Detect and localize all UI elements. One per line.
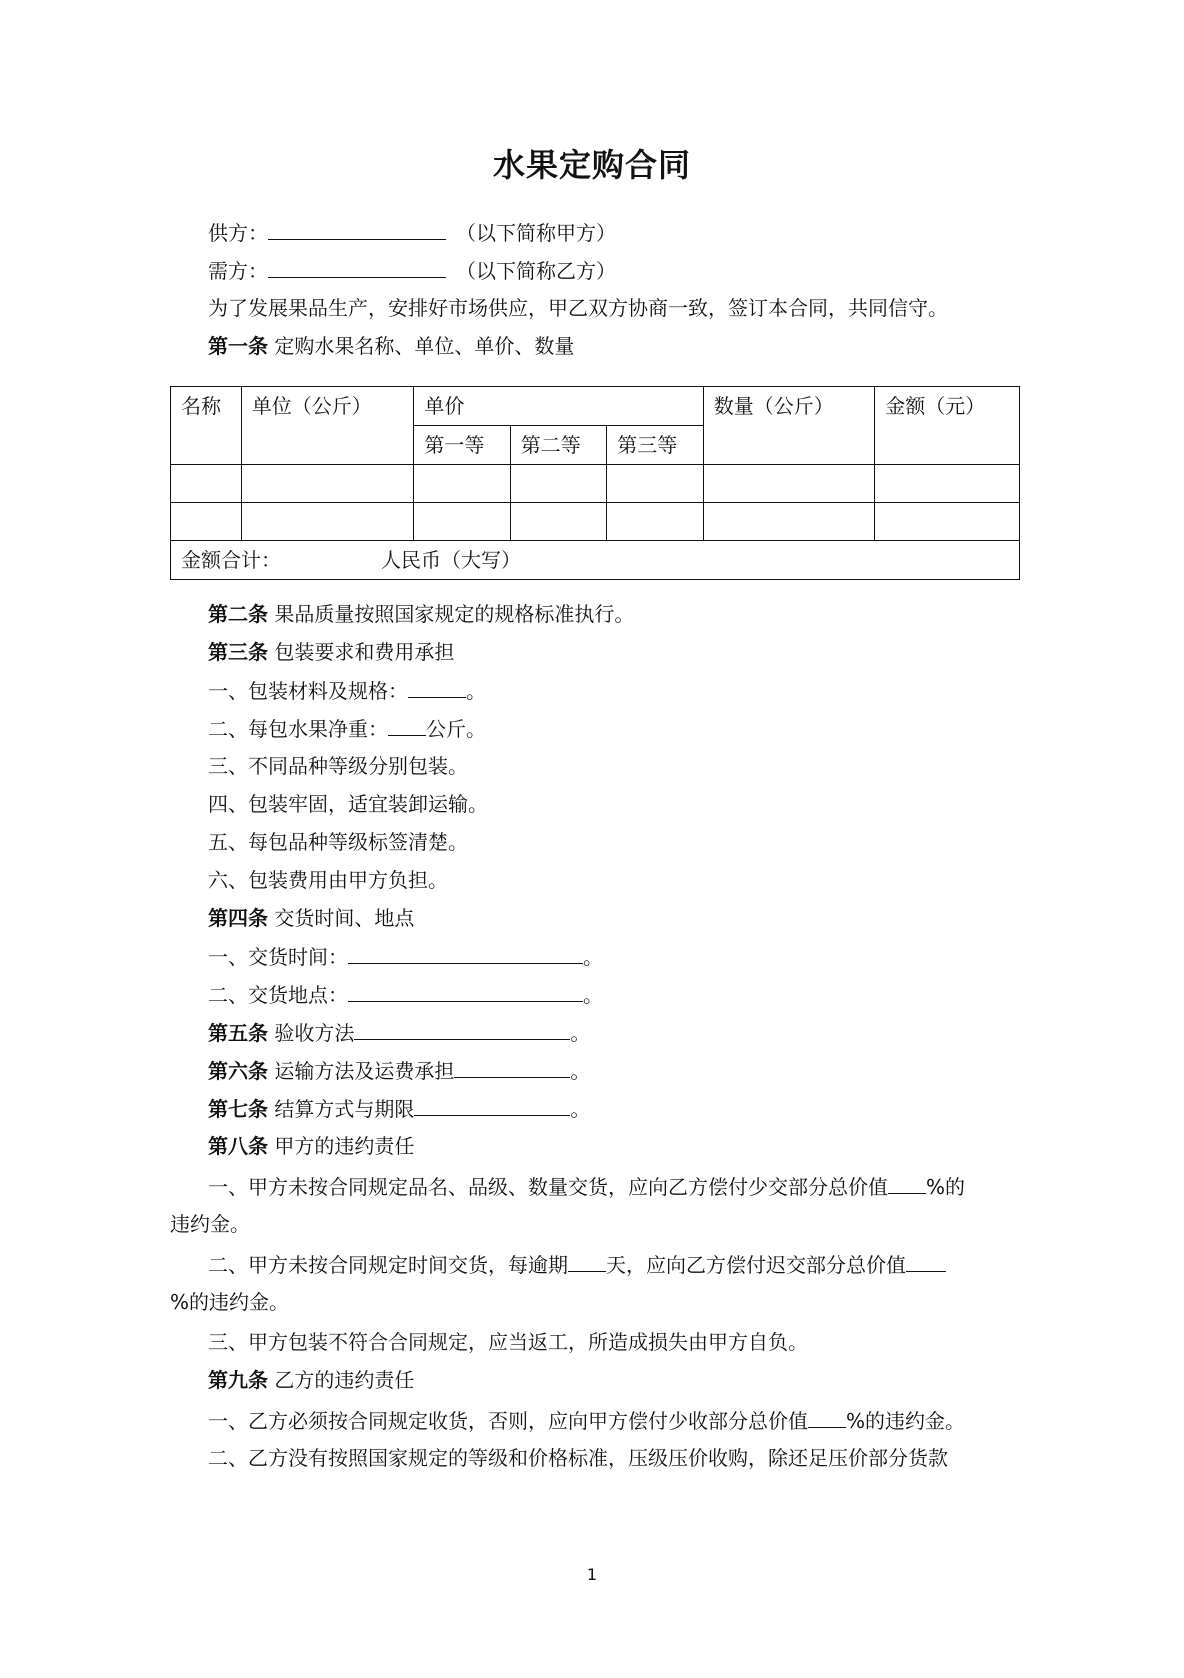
- total-label: 金额合计：: [181, 548, 281, 572]
- article-9-heading: [208, 1366, 414, 1394]
- article-3-item-1: [208, 676, 486, 705]
- item-text: 一、包装材料及规格：: [208, 679, 408, 703]
- item-text: 天，应向乙方偿付迟交部分总价值: [606, 1253, 906, 1277]
- article-8-item-1-cont: 违约金。: [170, 1212, 250, 1236]
- penalty-percent-blank: [888, 1172, 926, 1194]
- header-grade-3: 第三等: [607, 426, 703, 465]
- supplier-note: （以下简称甲方）: [456, 221, 616, 245]
- article-5-number: 第五条: [208, 1021, 268, 1045]
- late-penalty-percent-blank: [906, 1250, 946, 1272]
- article-6-number: 第六条: [208, 1059, 268, 1083]
- page-number: 1: [586, 1565, 598, 1584]
- supplier-label: 供方：: [208, 221, 268, 245]
- article-4-heading: [208, 904, 414, 932]
- inspection-method-blank: [354, 1018, 570, 1040]
- transport-method-blank: [454, 1056, 570, 1078]
- item-end: 。: [570, 1021, 591, 1045]
- delivery-time-blank: [348, 942, 583, 964]
- item-end: 。: [583, 945, 603, 969]
- fruit-order-table: [170, 386, 1020, 580]
- article-6-text: 运输方法及运费承担: [274, 1059, 455, 1083]
- article-2-number: 第二条: [208, 602, 268, 626]
- item-end: 公斤。: [426, 717, 486, 741]
- settlement-blank: [414, 1094, 570, 1116]
- article-3-item-3: 三、不同品种等级分别包装。: [208, 754, 468, 778]
- buyer-line: [208, 256, 616, 285]
- article-3-text: 包装要求和费用承担: [274, 640, 455, 664]
- header-quantity: 数量（公斤）: [703, 387, 875, 465]
- article-9-text: 乙方的违约责任: [274, 1368, 415, 1392]
- article-8-heading: [208, 1132, 414, 1160]
- article-4-number: 第四条: [208, 906, 268, 930]
- article-8-item-2: [208, 1250, 946, 1279]
- item-text: 一、乙方必须按合同规定收货，否则，应向甲方偿付少收部分总价值: [208, 1409, 808, 1433]
- buyer-note: （以下简称乙方）: [456, 259, 616, 283]
- table-row: [171, 465, 1020, 503]
- article-1-text: 定购水果名称、单位、单价、数量: [274, 334, 575, 358]
- intro-paragraph: 为了发展果品生产，安排好市场供应，甲乙双方协商一致，签订本合同，共同信守。: [208, 296, 948, 320]
- article-1-heading: [208, 332, 574, 360]
- item-end: 。: [570, 1097, 591, 1121]
- item-text: 一、甲方未按合同规定品名、品级、数量交货，应向乙方偿付少交部分总价值: [208, 1175, 888, 1199]
- buyer-blank: [268, 256, 446, 278]
- item-end: 。: [466, 679, 486, 703]
- header-price: 单价: [414, 387, 703, 426]
- article-7-text: 结算方式与期限: [274, 1097, 415, 1121]
- article-3-item-5: 五、每包品种等级标签清楚。: [208, 830, 468, 854]
- supplier-blank: [268, 218, 446, 240]
- delivery-place-blank: [348, 980, 583, 1002]
- article-9-item-2: 二、乙方没有按照国家规定的等级和价格标准，压级压价收购，除还足压价部分货款: [208, 1446, 948, 1470]
- article-3-item-6: 六、包装费用由甲方负担。: [208, 868, 448, 892]
- article-8-item-3: 三、甲方包装不符合合同规定，应当返工，所造成损失由甲方自负。: [208, 1330, 808, 1354]
- item-text: 二、每包水果净重：: [208, 717, 388, 741]
- article-8-number: 第八条: [208, 1134, 268, 1158]
- header-name: 名称: [171, 387, 242, 465]
- article-5-heading: [208, 1018, 590, 1047]
- article-3-item-2: [208, 714, 486, 743]
- item-end: 。: [583, 983, 603, 1007]
- header-grade-1: 第一等: [414, 426, 510, 465]
- header-grade-2: 第二等: [510, 426, 606, 465]
- article-3-number: 第三条: [208, 640, 268, 664]
- article-8-item-2-cont: %的违约金。: [170, 1290, 290, 1314]
- net-weight-blank: [388, 714, 426, 736]
- receipt-penalty-percent-blank: [808, 1406, 846, 1428]
- header-amount: 金额（元）: [875, 387, 1020, 465]
- total-rmb-label: 人民币（大写）: [381, 548, 521, 572]
- article-9-item-1: [208, 1406, 965, 1435]
- article-3-item-4: 四、包装牢固，适宜装卸运输。: [208, 792, 488, 816]
- article-1-number: 第一条: [208, 334, 268, 358]
- article-5-text: 验收方法: [274, 1021, 355, 1045]
- item-text: 二、甲方未按合同规定时间交货，每逾期: [208, 1253, 568, 1277]
- article-2-text: 果品质量按照国家规定的规格标准执行。: [274, 602, 635, 626]
- article-7-heading: [208, 1094, 590, 1123]
- article-4-text: 交货时间、地点: [274, 906, 415, 930]
- article-2-heading: [208, 600, 634, 628]
- article-8-text: 甲方的违约责任: [274, 1134, 415, 1158]
- total-row: [171, 541, 1020, 580]
- item-end: %的: [926, 1175, 966, 1199]
- item-end: %的违约金。: [846, 1409, 966, 1433]
- article-9-number: 第九条: [208, 1368, 268, 1392]
- supplier-line: [208, 218, 616, 247]
- article-7-number: 第七条: [208, 1097, 268, 1121]
- article-3-heading: [208, 638, 454, 666]
- table-row: [171, 503, 1020, 541]
- item-end: 。: [570, 1059, 591, 1083]
- article-8-item-1: [208, 1172, 965, 1201]
- overdue-days-blank: [568, 1250, 606, 1272]
- item-text: 二、交货地点：: [208, 983, 348, 1007]
- article-4-item-2: [208, 980, 603, 1009]
- document-title: 水果定购合同: [492, 146, 691, 184]
- article-4-item-1: [208, 942, 603, 971]
- packaging-spec-blank: [408, 676, 466, 698]
- item-text: 一、交货时间：: [208, 945, 348, 969]
- article-6-heading: [208, 1056, 590, 1085]
- header-unit: 单位（公斤）: [241, 387, 414, 465]
- buyer-label: 需方：: [208, 259, 268, 283]
